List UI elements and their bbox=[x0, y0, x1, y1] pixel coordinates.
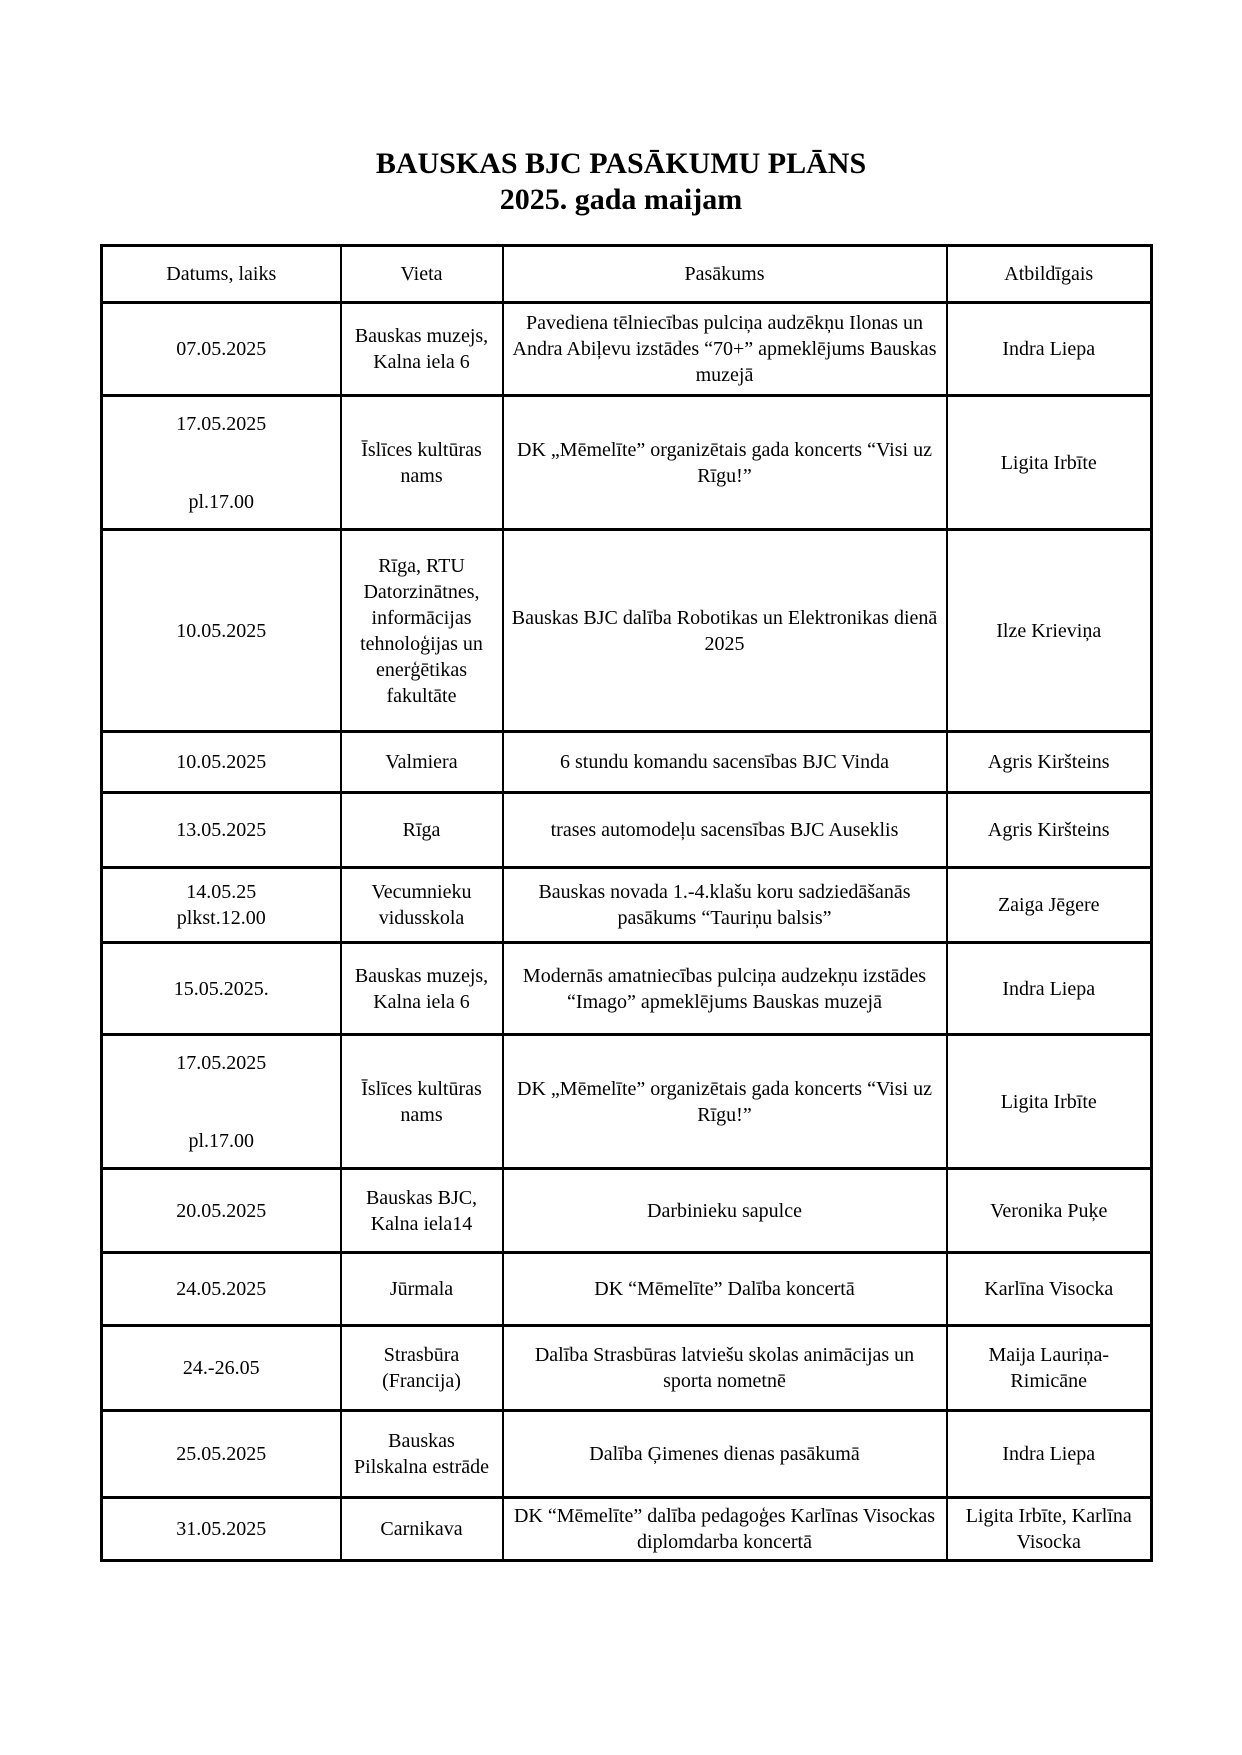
datums-cell bbox=[102, 1498, 341, 1561]
event-row bbox=[102, 1169, 1152, 1253]
datums-cell bbox=[102, 868, 341, 943]
vieta-cell: Strasbūra (Francija) bbox=[341, 1326, 503, 1411]
datums-cell bbox=[102, 396, 341, 530]
atbildigais-cell: Agris Kiršteins bbox=[947, 793, 1152, 868]
pasakums-cell: Darbinieku sapulce bbox=[503, 1169, 947, 1253]
datums-cell bbox=[102, 732, 341, 793]
vieta-cell: Bauskas muzejs, Kalna iela 6 bbox=[341, 303, 503, 396]
atbildigais-cell: Agris Kiršteins bbox=[947, 732, 1152, 793]
event-row bbox=[102, 943, 1152, 1035]
vieta-cell: Vecumnieku vidusskola bbox=[341, 868, 503, 943]
header-cell-pasakums: Pasākums bbox=[503, 246, 947, 303]
event-row bbox=[102, 1498, 1152, 1561]
vieta-cell: Valmiera bbox=[341, 732, 503, 793]
pasakums-cell: Dalība Ģimenes dienas pasākumā bbox=[503, 1411, 947, 1498]
datums-cell bbox=[102, 1326, 341, 1411]
date-line: 14.05.25 bbox=[186, 881, 257, 903]
event-row bbox=[102, 868, 1152, 943]
atbildigais-cell: Ilze Krieviņa bbox=[947, 530, 1152, 732]
pasakums-cell: Modernās amatniecības pulciņa audzekņu izstādes “Imago” apmeklējums Bauskas muzejā bbox=[503, 943, 947, 1035]
date-line: 13.05.2025 bbox=[176, 819, 267, 841]
vieta-cell: Īslīces kultūras nams bbox=[341, 396, 503, 530]
vieta-cell: Rīga, RTU Datorzinātnes, informācijas tehnoloģijas un enerģētikas fakultāte bbox=[341, 530, 503, 732]
event-row bbox=[102, 530, 1152, 732]
date-line: 24.05.2025 bbox=[176, 1278, 267, 1300]
atbildigais-cell: Indra Liepa bbox=[947, 1411, 1152, 1498]
datums-cell bbox=[102, 1253, 341, 1326]
pasakums-cell: DK „Mēmelīte” organizētais gada koncerts “Visi uz Rīgu!” bbox=[503, 396, 947, 530]
date-line: 10.05.2025 bbox=[176, 619, 267, 642]
document-title-line2: 2025. gada maijam bbox=[499, 183, 743, 216]
pasakums-cell: Pavediena tēlniecības pulciņa audzēkņu Ilonas un Andra Abiļevu izstādes “70+” apmeklējums Bauskas muzejā bbox=[503, 303, 947, 396]
atbildigais-cell: Zaiga Jēgere bbox=[947, 868, 1152, 943]
pasakums-cell: trases automodeļu sacensības BJC Auseklis bbox=[503, 793, 947, 868]
vieta-cell: Carnikava bbox=[341, 1498, 503, 1561]
vieta-cell: Bauskas BJC, Kalna iela14 bbox=[341, 1169, 503, 1253]
atbildigais-cell: Karlīna Visocka bbox=[947, 1253, 1152, 1326]
atbildigais-cell: Ligita Irbīte bbox=[947, 396, 1152, 530]
date-line: 20.05.2025 bbox=[176, 1199, 267, 1222]
event-row bbox=[102, 1411, 1152, 1498]
datums-cell bbox=[102, 793, 341, 868]
event-row bbox=[102, 303, 1152, 396]
date-line: 15.05.2025. bbox=[173, 977, 269, 1000]
datums-cell bbox=[102, 1035, 341, 1169]
header-cell-vieta: Vieta bbox=[341, 246, 503, 303]
atbildigais-cell: Indra Liepa bbox=[947, 303, 1152, 396]
datums-cell bbox=[102, 943, 341, 1035]
event-row bbox=[102, 732, 1152, 793]
atbildigais-cell: Maija Lauriņa-Rimicāne bbox=[947, 1326, 1152, 1411]
header-cell-datums: Datums, laiks bbox=[102, 246, 341, 303]
pasakums-cell: Bauskas novada 1.-4.klašu koru sadziedāšanās pasākums “Tauriņu balsis” bbox=[503, 868, 947, 943]
date-line: 31.05.2025 bbox=[176, 1518, 267, 1540]
vieta-cell: Rīga bbox=[341, 793, 503, 868]
header-cell-atbildigais: Atbildīgais bbox=[947, 246, 1152, 303]
datums-cell bbox=[102, 303, 341, 396]
atbildigais-cell: Indra Liepa bbox=[947, 943, 1152, 1035]
event-row bbox=[102, 1326, 1152, 1411]
date-line: 17.05.2025 bbox=[176, 412, 267, 435]
pasakums-cell: DK „Mēmelīte” organizētais gada koncerts “Visi uz Rīgu!” bbox=[503, 1035, 947, 1169]
document-title-line1: BAUSKAS BJC PASĀKUMU PLĀNS bbox=[375, 147, 867, 180]
datums-cell bbox=[102, 1411, 341, 1498]
pasakums-cell: 6 stundu komandu sacensības BJC Vinda bbox=[503, 732, 947, 793]
date-line: 17.05.2025 bbox=[176, 1051, 267, 1074]
vieta-cell: Bauskas muzejs, Kalna iela 6 bbox=[341, 943, 503, 1035]
event-row bbox=[102, 793, 1152, 868]
vieta-cell: Jūrmala bbox=[341, 1253, 503, 1326]
vieta-cell: Īslīces kultūras nams bbox=[341, 1035, 503, 1169]
datums-cell bbox=[102, 530, 341, 732]
date-line: 10.05.2025 bbox=[176, 751, 267, 773]
pasakums-cell: DK “Mēmelīte” Dalība koncertā bbox=[503, 1253, 947, 1326]
event-row bbox=[102, 1253, 1152, 1326]
event-row bbox=[102, 1035, 1152, 1169]
vieta-cell: Bauskas Pilskalna estrāde bbox=[341, 1411, 503, 1498]
pasakums-cell: DK “Mēmelīte” dalība pedagoģes Karlīnas Visockas diplomdarba koncertā bbox=[503, 1498, 947, 1561]
atbildigais-cell: Veronika Puķe bbox=[947, 1169, 1152, 1253]
atbildigais-cell: Ligita Irbīte, Karlīna Visocka bbox=[947, 1498, 1152, 1561]
pasakums-cell: Bauskas BJC dalība Robotikas un Elektronikas dienā 2025 bbox=[503, 530, 947, 732]
datums-cell bbox=[102, 1169, 341, 1253]
events-table bbox=[100, 244, 1153, 1562]
table-header-row bbox=[102, 246, 1152, 303]
date-line: 24.-26.05 bbox=[182, 1357, 260, 1379]
event-row bbox=[102, 396, 1152, 530]
events-table-body bbox=[102, 303, 1152, 1561]
date-line: 25.05.2025 bbox=[176, 1443, 267, 1465]
date-line: pl.17.00 bbox=[188, 490, 255, 513]
date-line: 07.05.2025 bbox=[176, 338, 267, 360]
date-line: plkst.12.00 bbox=[176, 907, 266, 929]
atbildigais-cell: Ligita Irbīte bbox=[947, 1035, 1152, 1169]
pasakums-cell: Dalība Strasbūras latviešu skolas animācijas un sporta nometnē bbox=[503, 1326, 947, 1411]
date-line: pl.17.00 bbox=[188, 1129, 255, 1152]
